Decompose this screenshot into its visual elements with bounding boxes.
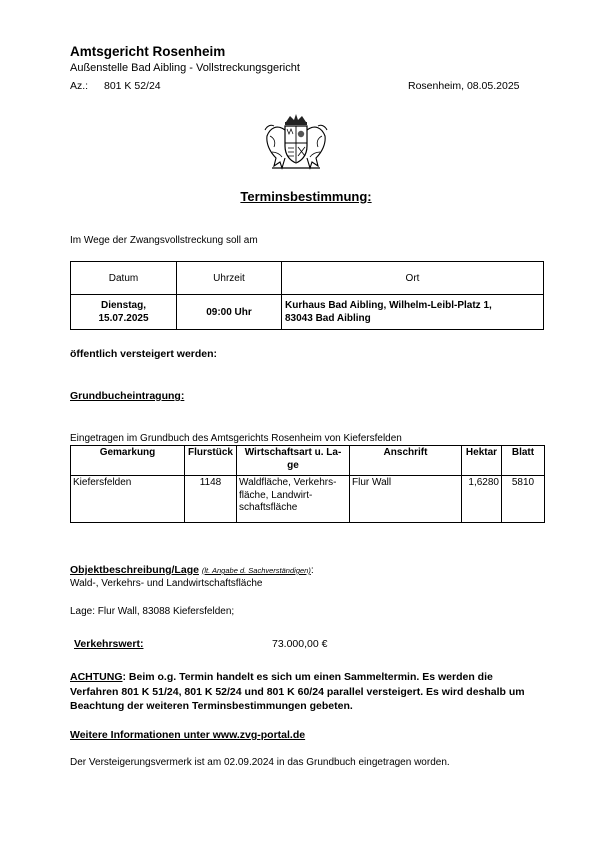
land-register-heading: Grundbucheintragung: [70,390,185,402]
appointment-table [70,261,544,330]
file-number: 801 K 52/24 [104,80,161,92]
place-city: 83043 Bad Aibling [285,313,371,324]
object-location: Lage: Flur Wall, 83088 Kiefersfelden; [70,606,235,617]
file-number-label: Az.: [70,80,89,92]
object-description: Wald-, Verkehrs- und Landwirtschaftsfläche [70,578,263,589]
cell-anschrift: Flur Wall [350,476,462,523]
cell-blatt: 5810 [502,476,545,523]
bavarian-coat-of-arms-icon [260,112,332,172]
closing-statement: Der Versteigerungsvermerk ist am 02.09.2024 in das Grundbuch eingetragen worden. [70,757,450,768]
more-info-link[interactable]: Weitere Informationen unter www.zvg-portal.de [70,729,306,741]
cell-flurstueck: 1148 [185,476,237,523]
notice-text: : Beim o.g. Termin handelt es sich um einen Sammeltermin. Es werden die Verfahren 801 K 51/24, 801 K 52/24 und 801 K 60/24 parallel versteigert. Es wird deshalb um Beachtung der weiteren Terminsbestimmungen gebeten. [70,671,525,712]
object-heading-title: Objektbeschreibung/Lage [70,564,199,576]
cell-gemarkung: Kiefersfelden [71,476,185,523]
col-flurstueck: Flurstück [185,446,237,476]
header-place: Ort [282,262,544,295]
land-register-entry: Eingetragen im Grundbuch des Amtsgerichts Rosenheim von Kiefersfelden [70,433,402,444]
date-weekday: Dienstag, [100,300,146,311]
header-time: Uhrzeit [177,262,282,295]
col-wirtschaftsart [237,446,350,476]
appointment-time: 09:00 Uhr [177,295,282,330]
land-register-table [70,445,545,523]
header-date: Datum [71,262,177,295]
cell-wirtschaftsart-line1: Waldfläche, Verkehrs- [239,477,337,488]
appointment-date [71,295,177,330]
cell-wirtschaftsart-line3: schaftsfläche [239,502,298,513]
document-title: Terminsbestimmung: [240,189,372,204]
col-wirtschaftsart-line2: ge [287,459,299,471]
market-value: 73.000,00 € [272,638,328,650]
auction-statement: öffentlich versteigert werden: [70,348,218,360]
cell-hektar: 1,6280 [462,476,502,523]
place-date: Rosenheim, 08.05.2025 [408,80,520,92]
court-branch: Außenstelle Bad Aibling - Vollstreckungsgericht [70,62,300,74]
date-value: 15.07.2025 [98,313,149,324]
col-gemarkung: Gemarkung [71,446,185,476]
cell-wirtschaftsart [237,476,350,523]
object-heading-colon: : [310,564,314,576]
col-blatt: Blatt [502,446,545,476]
market-value-label: Verkehrswert: [74,638,144,650]
col-hektar: Hektar [462,446,502,476]
notice-label: ACHTUNG [70,671,123,683]
object-heading-note: (lt. Angabe d. Sachverständigen) [201,566,311,575]
col-wirtschaftsart-line1: Wirtschaftsart u. La- [244,447,342,458]
place-street: Kurhaus Bad Aibling, Wilhelm-Leibl-Platz 1, [285,300,492,311]
object-heading [70,564,314,576]
notice-paragraph [70,670,540,714]
col-anschrift: Anschrift [350,446,462,476]
intro-text: Im Wege der Zwangsvollstreckung soll am [70,235,258,246]
court-name: Amtsgericht Rosenheim [70,44,226,59]
appointment-place [282,295,544,330]
cell-wirtschaftsart-line2: fläche, Landwirt- [239,489,313,501]
